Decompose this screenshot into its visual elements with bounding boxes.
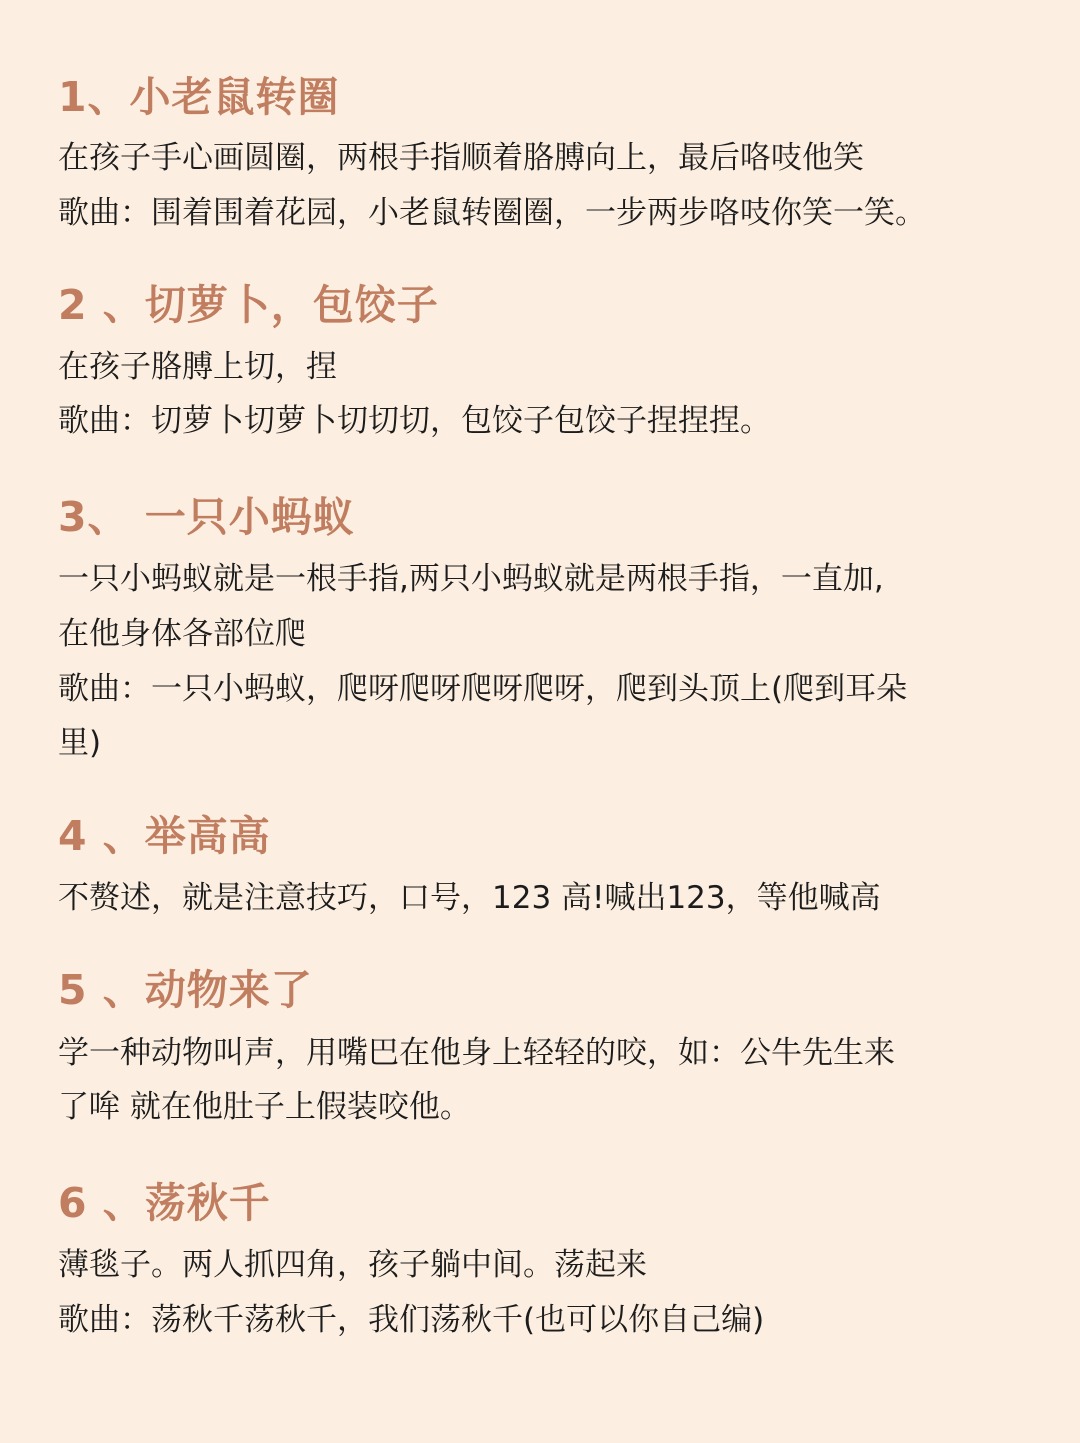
section-1-line-2: 歌曲：围着围着花园，小老鼠转圈圈，一步两步咯吱你笑一笑。 (58, 195, 926, 231)
section-6-line-1: 薄毯子。两人抓四角，孩子躺中间。荡起来 (58, 1247, 647, 1283)
section-3-line-2: 在他身体各部位爬 (58, 616, 306, 652)
section-3-line-1: 一只小蚂蚁就是一根手指,两只小蚂蚁就是两根手指，一直加, (58, 561, 884, 597)
section-3-line-3: 歌曲：一只小蚂蚁，爬呀爬呀爬呀爬呀，爬到头顶上(爬到耳朵 (58, 671, 908, 707)
section-3-line-4: 里) (58, 725, 102, 761)
section-3-title: 3、 一只小蚂蚁 (58, 493, 355, 541)
section-5-title: 5 、动物来了 (58, 966, 313, 1014)
section-4-line-1: 不赘述，就是注意技巧，口号，123 高!喊出123，等他喊高 (58, 880, 881, 916)
section-6-line-2: 歌曲：荡秋千荡秋千，我们荡秋千(也可以你自己编) (58, 1302, 765, 1338)
section-1-line-1: 在孩子手心画圆圈，两根手指顺着胳膊向上，最后咯吱他笑 (58, 140, 864, 176)
section-2-title: 2 、切萝卜，包饺子 (58, 281, 439, 329)
section-4-title: 4 、举高高 (58, 812, 271, 860)
section-2-line-2: 歌曲：切萝卜切萝卜切切切，包饺子包饺子捏捏捏。 (58, 403, 771, 439)
section-5-line-1: 学一种动物叫声，用嘴巴在他身上轻轻的咬，如：公牛先生来 (58, 1035, 895, 1071)
section-2-line-1: 在孩子胳膊上切，捏 (58, 349, 337, 385)
section-1-title: 1、小老鼠转圈 (58, 73, 340, 121)
section-5-line-2: 了哞 就在他肚子上假装咬他。 (58, 1089, 471, 1125)
section-6-title: 6 、荡秋千 (58, 1179, 271, 1227)
